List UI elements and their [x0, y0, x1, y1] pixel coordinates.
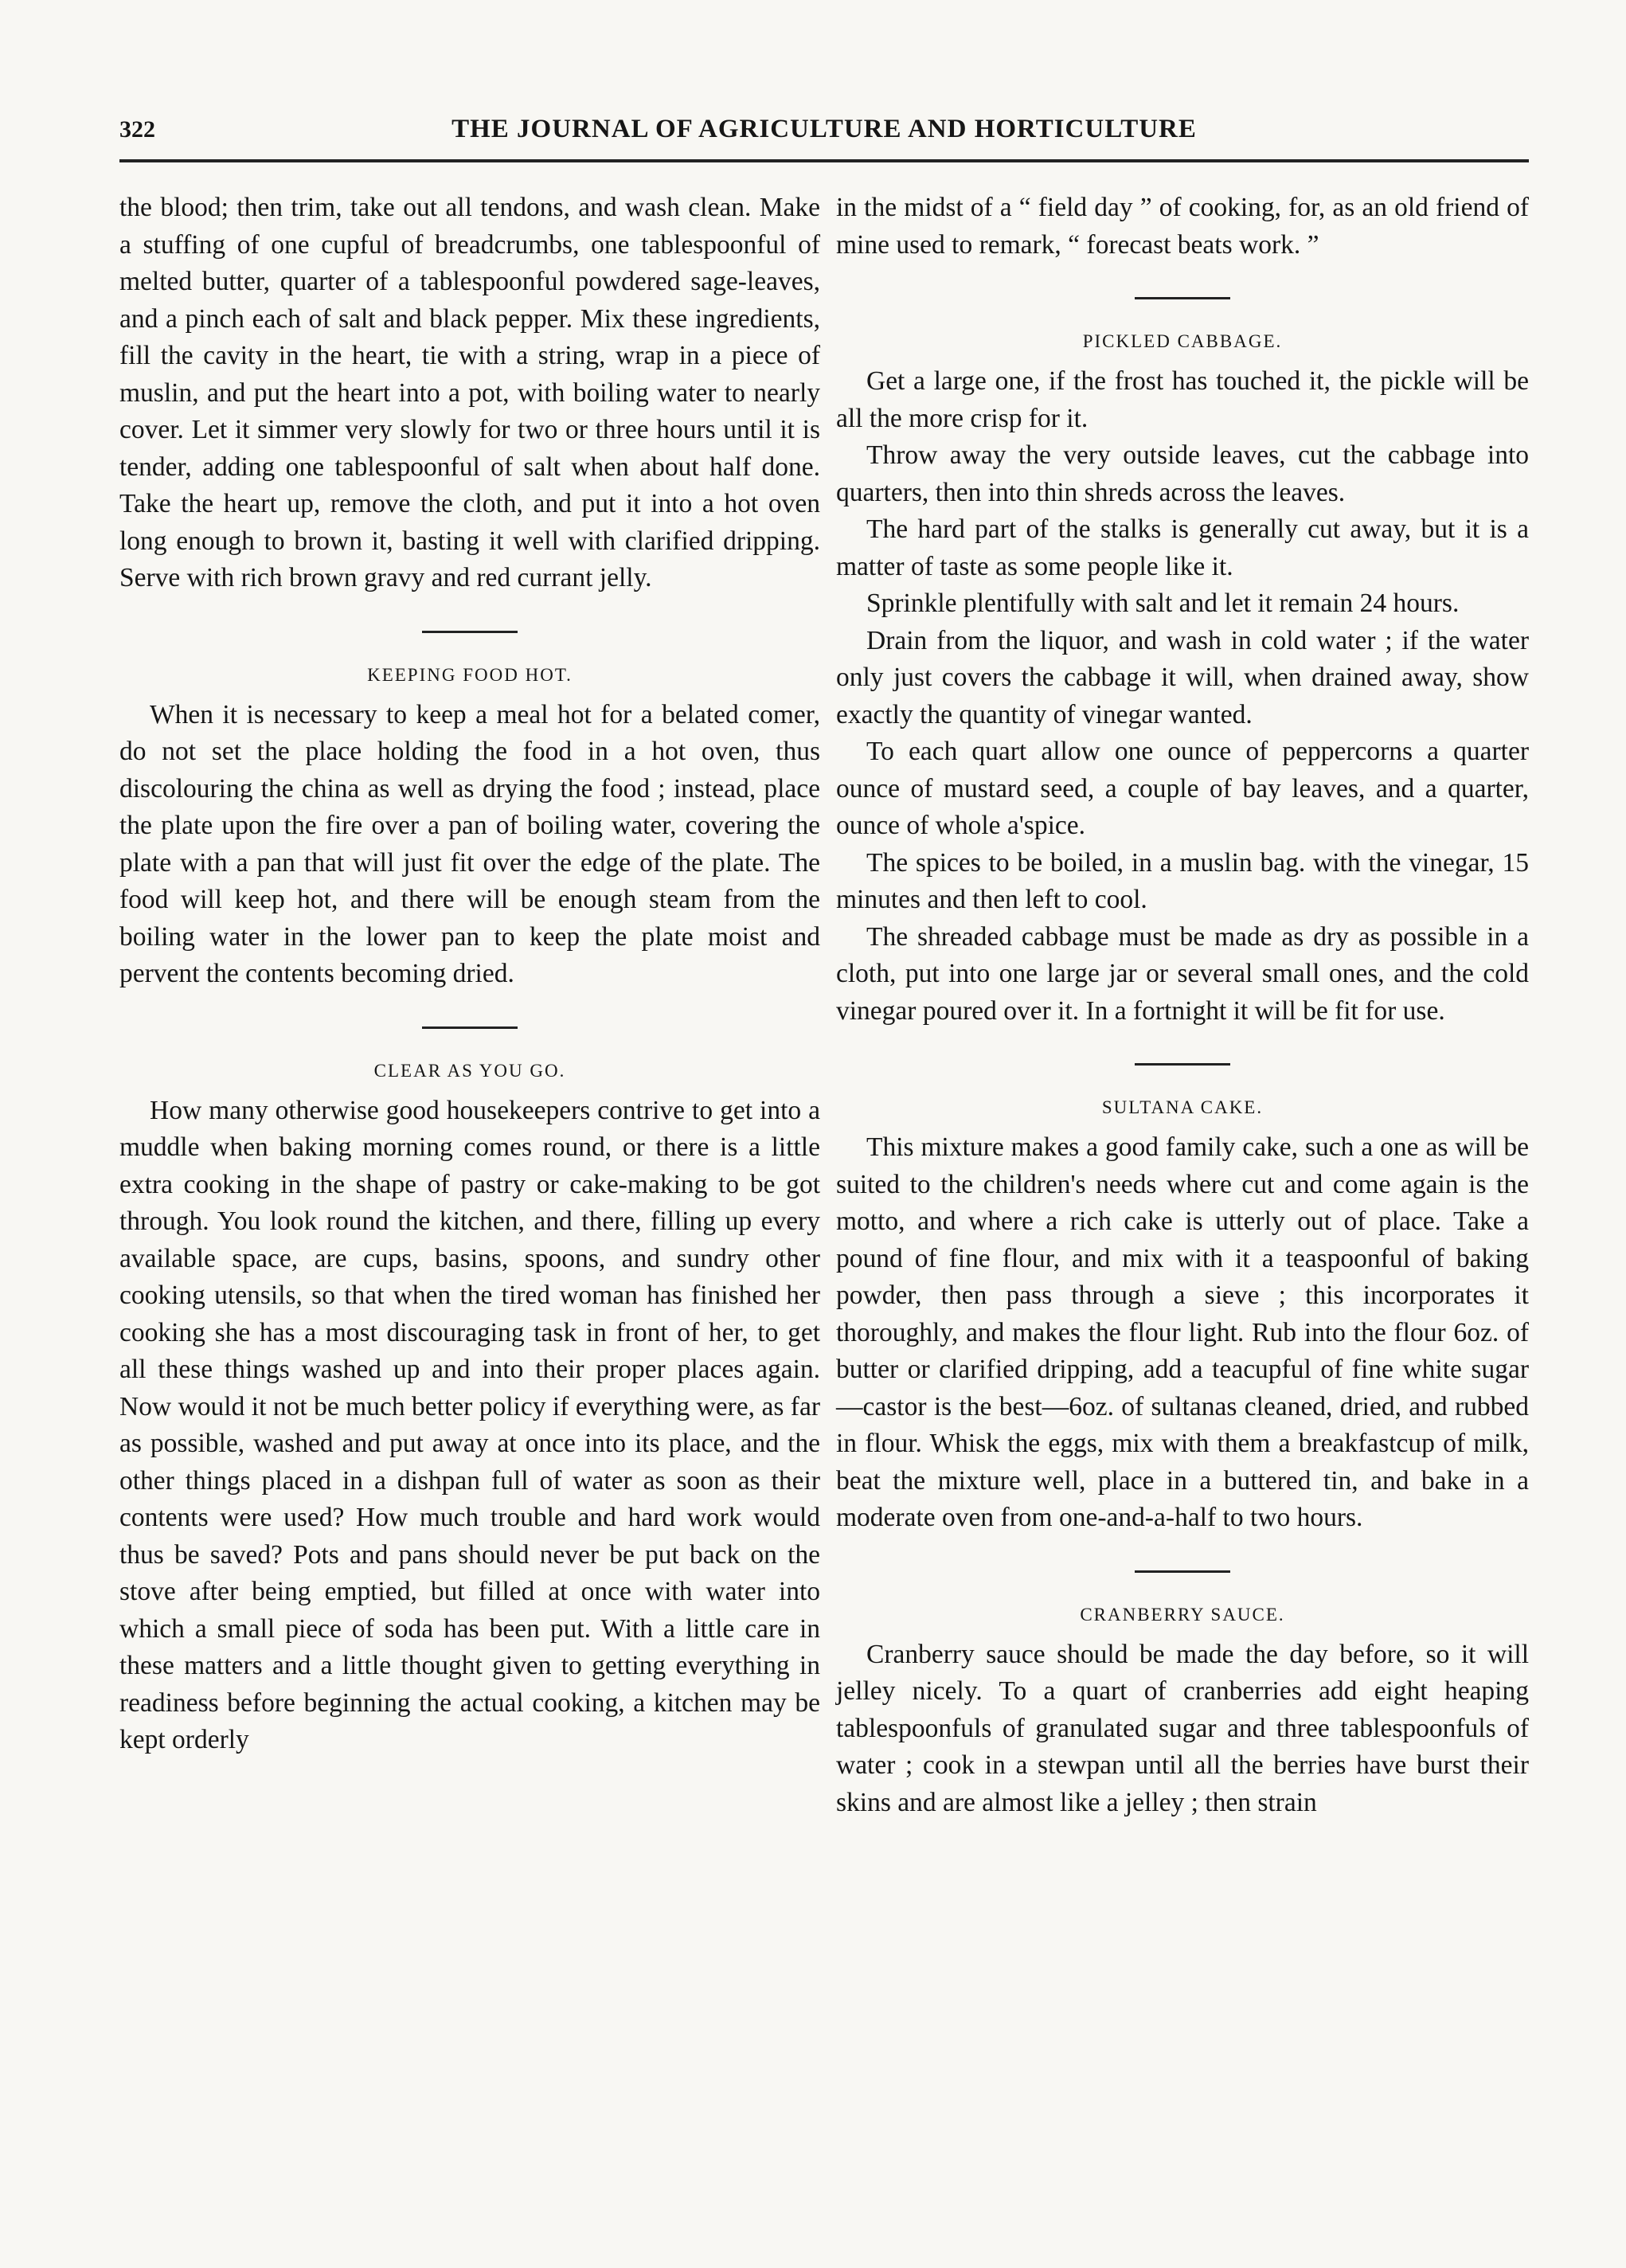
- section-title-keeping-food-hot: KEEPING FOOD HOT.: [367, 664, 573, 685]
- body-paragraph: Cranberry sauce should be made the day before, so it will jelley nicely. To a quart of cranberries add eight heaping tablespoonfuls of granulated sugar and three tablespoonfuls of water ; cook in a stewpan until all the berries have burst their skins and are almost like a jelley ; then strain: [836, 1639, 1529, 1817]
- section-title-pickled-cabbage: PICKLED CABBAGE.: [1082, 331, 1283, 351]
- section-divider: [1135, 297, 1230, 299]
- continued-paragraph: the blood; then trim, take out all tendons, and wash clean. Make a stuffing of one cupful of breadcrumbs, one tablespoonful of melted butter, quarter of a tablespoonful powdered sage-leaves, and a pinch each of salt and black pepper. Mix these ingredients, fill the cavity in the heart, tie with a string, wrap in a piece of muslin, and put the heart into a pot, with boiling water to nearly cover. Let it simmer very slowly for two or three hours until it is tender, adding one tablespoonful of salt when about half done. Take the heart up, remove the cloth, and put it into a hot oven long enough to brown it, basting it well with clarified dripping. Serve with rich brown gravy and red currant jelly.: [119, 193, 820, 592]
- body-paragraph: The shreaded cabbage must be made as dry as possible in a cloth, put into one large jar or several small ones, and the cold vinegar poured over it. In a fortnight it will be fit for use.: [836, 921, 1529, 1026]
- body-paragraph: How many otherwise good housekeepers contrive to get into a muddle when baking morning comes round, or there is a little extra cooking in the shape of pastry or cake-making to be got through. You look round the kitchen, and there, filling up every available space, are cups, basins, spoons, and sundry other cooking utensils, so that when the tired woman has finished her cooking she has a most discouraging task in front of her, to get all these things washed up and into their proper places again. Now would it not be much better policy if everything were, as far as possible, washed and put away at once into its place, and the other things placed in a dishpan full of water as soon as their contents were used? How much trouble and hard work would thus be saved? Pots and pans should never be put back on the stove after being emptied, but filled at once with water into which a small piece of soda has been put. With a little care in these matters and a little thought given to getting everything in readiness before beginning the actual cooking, a kitchen may be kept orderly: [119, 1095, 820, 1754]
- body-paragraph: To each quart allow one ounce of peppercorns a quarter ounce of mustard seed, a couple of bay leaves, and a quarter, ounce of whole a'spice.: [836, 737, 1529, 840]
- body-paragraph: The hard part of the stalks is generally cut away, but it is a matter of taste as some people like it.: [836, 514, 1529, 581]
- body-paragraph: Drain from the liquor, and wash in cold water ; if the water only just covers the cabbage it will, when drained away, show exactly the quantity of vinegar wanted.: [836, 625, 1529, 729]
- body-paragraph: This mixture makes a good family cake, such a one as will be suited to the children's needs where cut and come again is the motto, and where a rich cake is utterly out of place. Take a pound of fine flour, and mix with it a teaspoonful of baking powder, then pass through a sieve ; this incorporates it thoroughly, and makes the flour light. Rub into the flour 6oz. of butter or clarified dripping, add a teacupful of fine white sugar—castor is the best—6oz. of sultanas cleaned, dried, and rubbed in flour. Whisk the eggs, mix with them a breakfastcup of milk, beat the mixture well, place in a buttered tin, and bake in a moderate oven from one-and-a-half to two hours.: [836, 1132, 1529, 1532]
- section-title-cranberry-sauce: CRANBERRY SAUCE.: [1080, 1604, 1285, 1625]
- section-divider: [1135, 1063, 1230, 1066]
- section-title-sultana-cake: SULTANA CAKE.: [1101, 1097, 1264, 1117]
- continued-paragraph: in the midst of a “ field day ” of cooking, for, as an old friend of mine used to remark, “ forecast beats work. ”: [836, 193, 1529, 260]
- left-column: [119, 190, 820, 1759]
- section-title-clear-as-you-go: CLEAR AS YOU GO.: [373, 1060, 566, 1081]
- body-paragraph: Sprinkle plentifully with salt and let it remain 24 hours.: [866, 589, 1460, 618]
- section-divider: [422, 1026, 518, 1029]
- page-number: 322: [119, 116, 155, 143]
- body-paragraph: When it is necessary to keep a meal hot for a belated comer, do not set the place holding the food in a hot oven, thus discolouring the china as well as drying the food ; instead, place the plate upon the fire over a pan of boiling water, covering the plate with a pan that will just fit over the edge of the plate. The food will keep hot, and there will be enough steam from the boiling water in the lower pan to keep the plate moist and pervent the contents becoming dried.: [119, 699, 820, 988]
- section-divider: [422, 631, 518, 633]
- section-divider: [1135, 1570, 1230, 1573]
- header-rule: [119, 159, 1529, 162]
- page-header: [119, 111, 1529, 151]
- body-paragraph: Get a large one, if the frost has touched it, the pickle will be all the more crisp for it.: [836, 366, 1529, 433]
- body-paragraph: Throw away the very outside leaves, cut the cabbage into quarters, then into thin shreds across the leaves.: [836, 440, 1529, 507]
- running-head: THE JOURNAL OF AGRICULTURE AND HORTICULTURE: [451, 115, 1197, 143]
- body-paragraph: The spices to be boiled, in a muslin bag. with the vinegar, 15 minutes and then left to cool.: [836, 847, 1529, 914]
- right-column: [836, 190, 1529, 1821]
